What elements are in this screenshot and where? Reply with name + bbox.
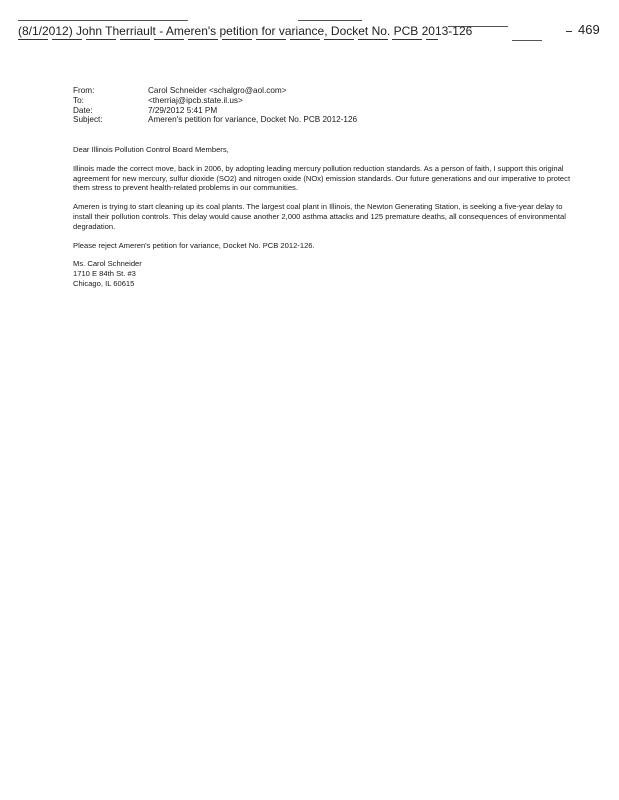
email-body [73,145,573,289]
meta-label: To: [73,95,84,105]
meta-label: Date: [73,105,93,115]
signature-block [73,259,573,288]
page-number: 469 [578,22,600,37]
page-dash [566,31,572,32]
meta-row-from [73,86,357,96]
meta-row-subject [73,115,357,125]
meta-row-date [73,106,357,116]
signature-city: Chicago, IL 60615 [73,278,135,288]
email-metadata [73,86,357,125]
signature-name: Ms. Carol Schneider [73,259,142,269]
body-paragraph: Illinois made the correct move, back in 2006, by adopting leading mercury pollution reduction standards. As a person of faith, I support this original agreement for new mercury, sulfur dioxide (SO2) and nitrogen oxide (NOx) emission standards. Our future generations and our imperative to protect them stress to prevent health-related problems in our communities. [73,163,571,193]
salutation: Dear Illinois Pollution Control Board Members, [73,145,229,154]
meta-row-to [73,96,357,106]
meta-value: 7/29/2012 5:41 PM [148,105,218,115]
meta-label: Subject: [73,115,103,125]
signature-address: 1710 E 84th St. #3 [73,269,136,279]
body-paragraph: Please reject Ameren's petition for variance, Docket No. PCB 2012-126. [73,240,315,250]
header-rule [512,40,542,41]
header-rule [18,20,188,21]
running-title: (8/1/2012) John Therriault - Ameren's petition for variance, Docket No. PCB 2013-126 [18,24,473,38]
meta-value: Ameren's petition for variance, Docket No. PCB 2012-126 [148,115,358,125]
meta-value: Carol Schneider <schalgro@aol.com> [148,86,287,95]
header-rule [298,20,362,21]
meta-label: From: [73,86,95,95]
header-underline [18,39,438,40]
running-header [18,24,473,38]
body-paragraph: Ameren is trying to start cleaning up its coal plants. The largest coal plant in Illinois, the Newton Generating Station, is seeking a five-year delay to install their pollution controls. This delay would cause another 2,000 asthma attacks and 125 premature deaths, all consequences of environmental degradation. [73,202,566,231]
meta-value: <therriaj@ipcb.state.il.us> [148,95,243,105]
